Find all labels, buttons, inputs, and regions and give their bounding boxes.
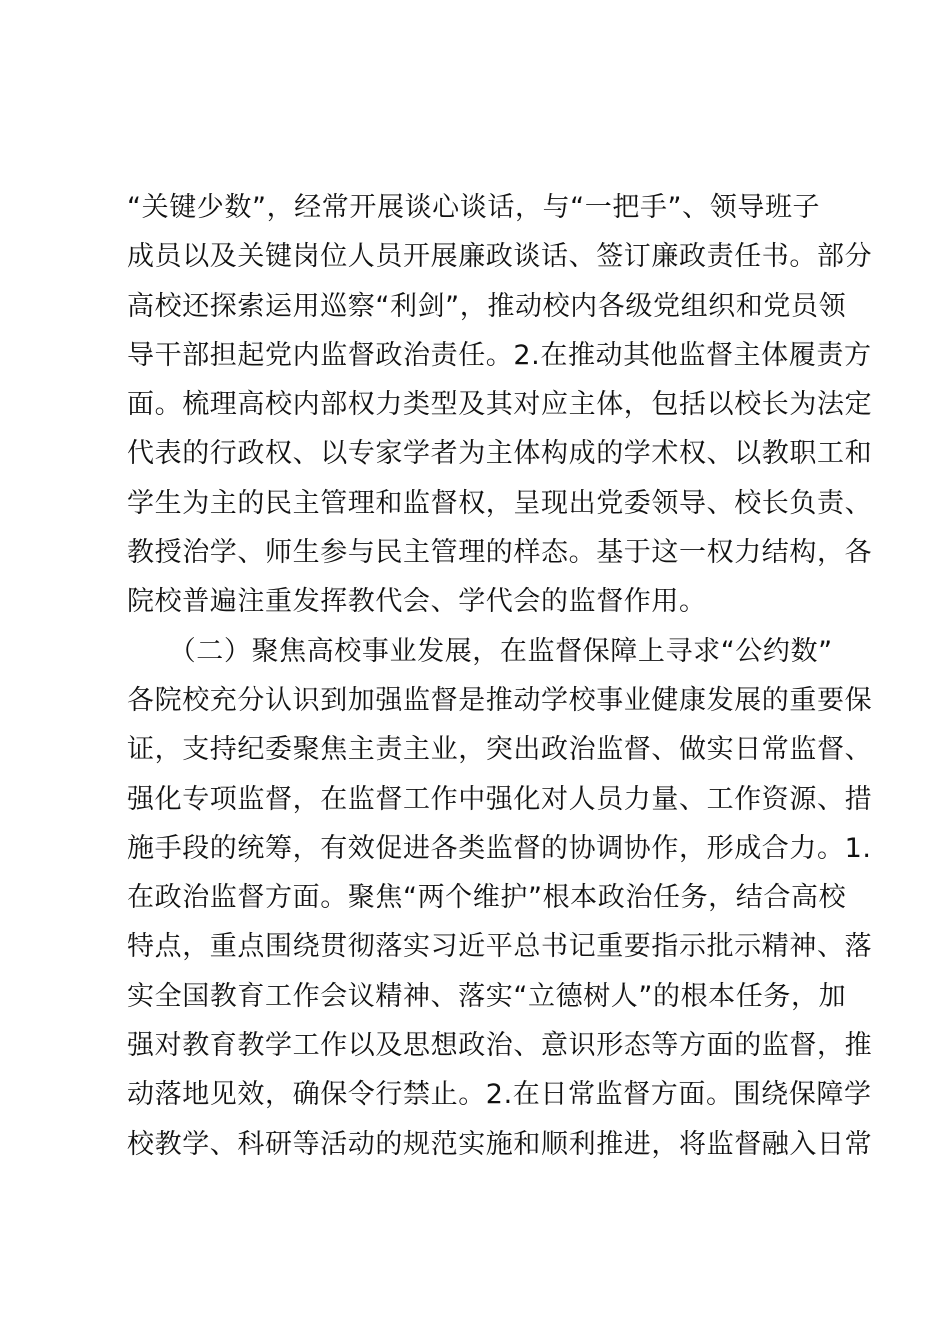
text-line: 学生为主的民主管理和监督权，呈现出党委领导、校长负责、 [127, 487, 873, 519]
text-line: 证，支持纪委聚焦主责主业，突出政治监督、做实日常监督、 [127, 734, 873, 766]
text-line: 强对教育教学工作以及思想政治、意识形态等方面的监督，推 [127, 1030, 873, 1062]
text-line: 校教学、科研等活动的规范实施和顺利推进，将监督融入日常 [127, 1128, 873, 1160]
text-line: 施手段的统筹，有效促进各类监督的协调协作，形成合力。1. [127, 832, 872, 864]
text-line: 院校普遍注重发挥教代会、学代会的监督作用。 [127, 586, 707, 618]
text-line: 动落地见效，确保令行禁止。2.在日常监督方面。围绕保障学 [127, 1079, 872, 1111]
section-heading: （二）聚焦高校事业发展，在监督保障上寻求“公约数” [127, 635, 833, 667]
text-line: 高校还探索运用巡察“利剑”，推动校内各级党组织和党员领 [127, 290, 847, 322]
text-line: 强化专项监督，在监督工作中强化对人员力量、工作资源、措 [127, 783, 873, 815]
text-line: 导干部担起党内监督政治责任。2.在推动其他监督主体履责方 [127, 339, 872, 371]
text-line: 教授治学、师生参与民主管理的样态。基于这一权力结构，各 [127, 537, 873, 569]
text-line: 在政治监督方面。聚焦“两个维护”根本政治任务，结合高校 [127, 882, 847, 914]
text-line: 代表的行政权、以专家学者为主体构成的学术权、以教职工和 [127, 438, 873, 470]
text-line: 特点，重点围绕贯彻落实习近平总书记重要指示批示精神、落 [127, 931, 873, 963]
document-body [127, 183, 873, 1169]
text-line: 各院校充分认识到加强监督是推动学校事业健康发展的重要保 [127, 684, 873, 716]
text-line: “关键少数”，经常开展谈心谈话，与“一把手”、领导班子 [127, 192, 821, 223]
text-line: 实全国教育工作会议精神、落实“立德树人”的根本任务，加 [127, 980, 847, 1012]
text-line: 成员以及关键岗位人员开展廉政谈话、签订廉政责任书。部分 [127, 241, 873, 273]
text-line: 面。梳理高校内部权力类型及其对应主体，包括以校长为法定 [127, 389, 873, 421]
